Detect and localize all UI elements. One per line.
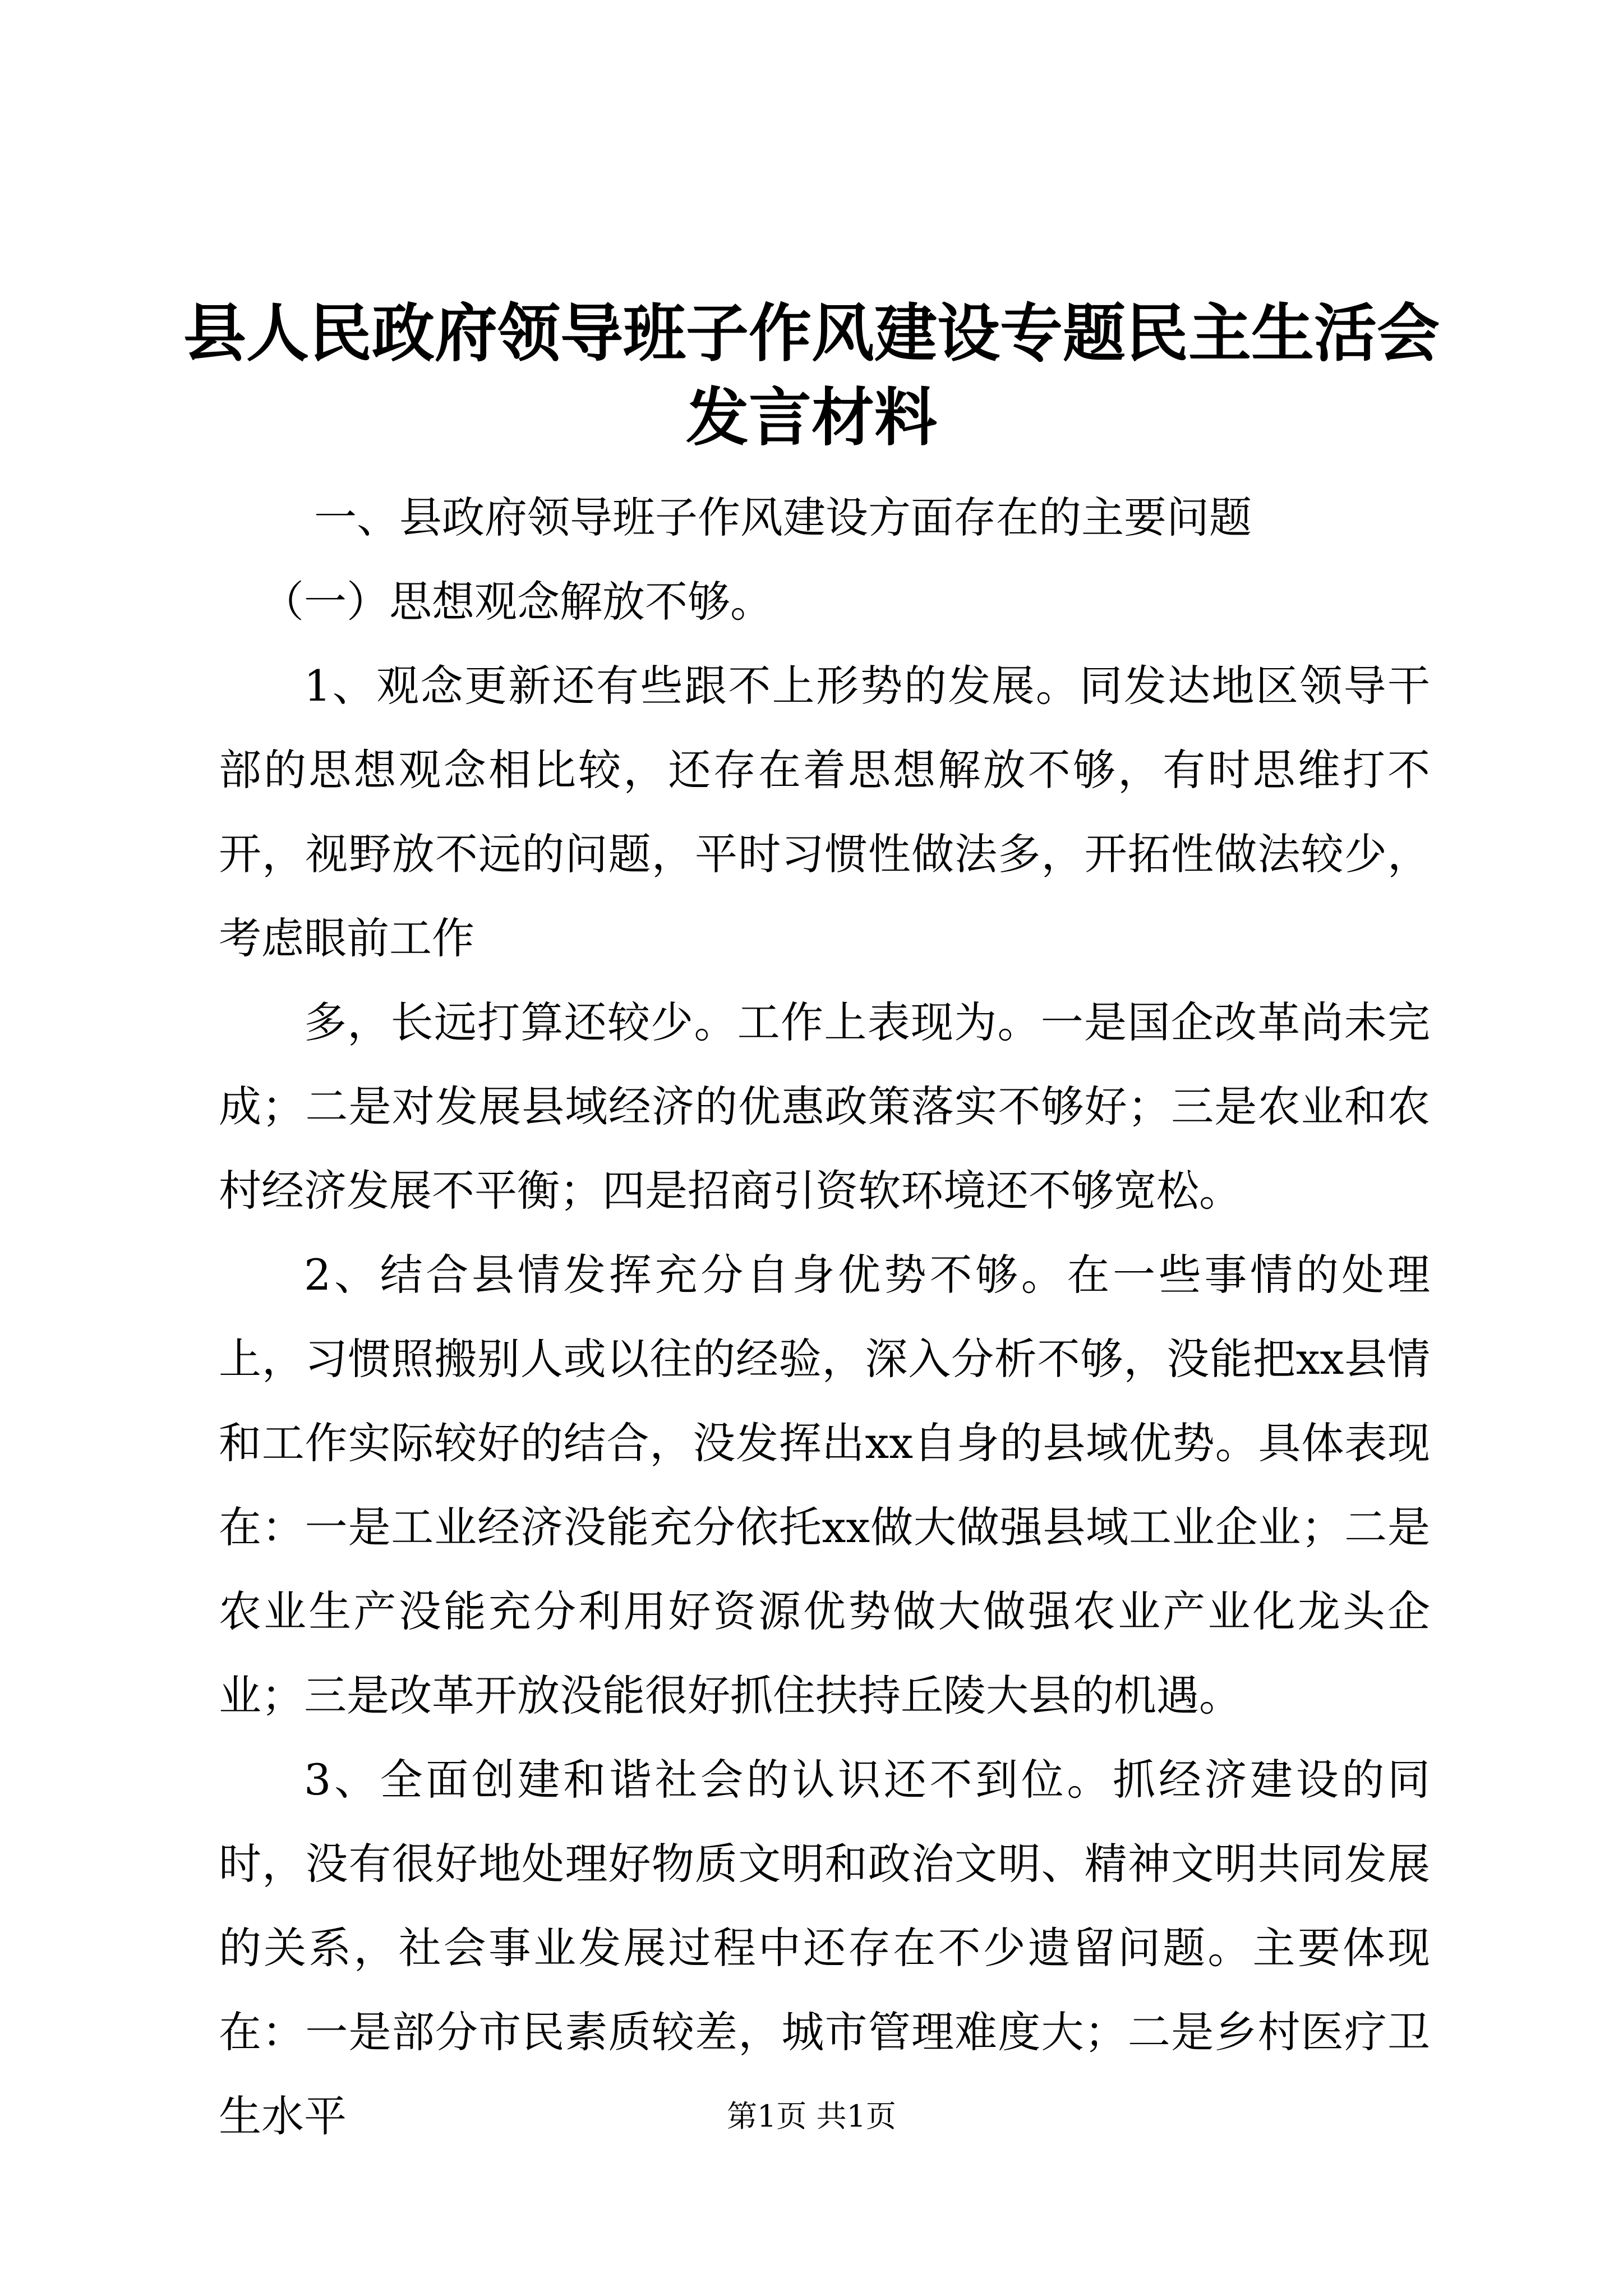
body-paragraph: 1、观念更新还有些跟不上形势的发展。同发达地区领导干部的思想观念相比较，还存在着思想解放不够，有时思维打不开，视野放不远的问题，平时习惯性做法多，开拓性做法较少，考虑眼前工作 [219,661,1430,963]
body-paragraph: 3、全面创建和谐社会的认识还不到位。抓经济建设的同时，没有很好地处理好物质文明和政治文明、精神文明共同发展的关系，社会事业发展过程中还存在不少遗留问题。主要体现在：一是部分市民素质较差，城市管理难度大；二是乡村医疗卫生水平 [219,1755,1430,2141]
body-paragraph: 多，长远打算还较少。工作上表现为。一是国企改革尚未完成；二是对发展县域经济的优惠政策落实不够好；三是农业和农村经济发展不平衡；四是招商引资软环境还不够宽松。 [219,997,1430,1216]
document-title: 县人民政府领导班子作风建设专题民主生活会发言材料 [183,297,1440,454]
body-paragraph: 2、结合县情发挥充分自身优势不够。在一些事情的处理上，习惯照搬别人或以往的经验，深入分析不够，没能把xx县情和工作实际较好的结合，没发挥出xx自身的县域优势。具体表现在：一是工业经济没能充分依托xx做大做强县域工业企业；二是农业生产没能充分利用好资源优势做大做强农业产业化龙头企业；三是改革开放没能很好抓住扶持丘陵大县的机遇。 [219,1250,1430,1720]
section-heading: 一、县政府领导班子作风建设方面存在的主要问题 [314,493,1252,542]
subsection-heading: （一）思想观念解放不够。 [261,577,773,627]
page-footer: 第1页 共1页 [727,2099,896,2134]
document-body [219,476,1430,2159]
